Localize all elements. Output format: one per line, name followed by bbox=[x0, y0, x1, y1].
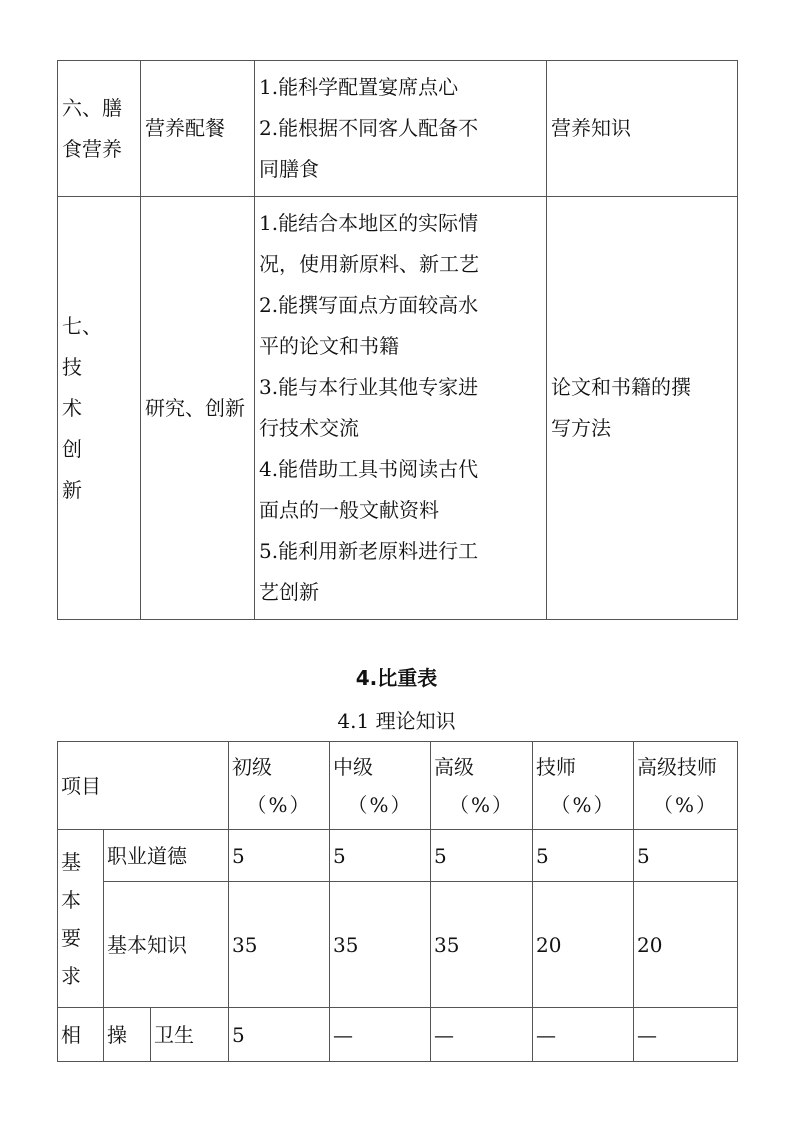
value-cell: — bbox=[533, 1008, 634, 1062]
section-cell: 六、膳 食营养 bbox=[58, 61, 141, 197]
value-cell: 20 bbox=[533, 882, 634, 1008]
value-cell: 35 bbox=[229, 882, 330, 1008]
skills-cell: 1.能结合本地区的实际情 况，使用新原料、新工艺 2.能撰写面点方面较高水 平的论文和书籍 3.能与本行业其他专家进 行技术交流 4.能借助工具书阅读古代 面点的一般文献资料 5.能利用新老原料进行工 艺创新 bbox=[255, 197, 547, 620]
group-label-basic: 基 本 要 求 bbox=[58, 830, 104, 1008]
value-cell: — bbox=[431, 1008, 533, 1062]
value-cell: 5 bbox=[533, 830, 634, 882]
value-cell: 35 bbox=[431, 882, 533, 1008]
value-cell: 5 bbox=[229, 1008, 330, 1062]
table-row bbox=[58, 830, 738, 882]
value-cell: 20 bbox=[634, 882, 738, 1008]
skills-table bbox=[57, 60, 738, 620]
weight-table bbox=[57, 741, 738, 1062]
section-cell: 七、 技 术 创 新 bbox=[58, 197, 141, 620]
value-cell: 5 bbox=[330, 830, 431, 882]
skills-cell: 1.能科学配置宴席点心 2.能根据不同客人配备不 同膳食 bbox=[255, 61, 547, 197]
value-cell: 5 bbox=[634, 830, 738, 882]
row-name: 卫生 bbox=[151, 1008, 229, 1062]
value-cell: 5 bbox=[229, 830, 330, 882]
header-row bbox=[58, 742, 738, 830]
header-level: 技师 （%） bbox=[533, 742, 634, 830]
knowledge-cell: 营养知识 bbox=[547, 61, 738, 197]
header-level: 高级 （%） bbox=[431, 742, 533, 830]
group-label-related: 相 bbox=[58, 1008, 104, 1062]
section-heading: 4.比重表 bbox=[355, 666, 438, 690]
header-level: 初级 （%） bbox=[229, 742, 330, 830]
table-row bbox=[58, 61, 738, 197]
header-level: 高级技师 （%） bbox=[634, 742, 738, 830]
content-cell: 营养配餐 bbox=[141, 61, 255, 197]
value-cell: 35 bbox=[330, 882, 431, 1008]
header-level: 中级 （%） bbox=[330, 742, 431, 830]
value-cell: — bbox=[634, 1008, 738, 1062]
knowledge-cell: 论文和书籍的撰 写方法 bbox=[547, 197, 738, 620]
content-cell: 研究、创新 bbox=[141, 197, 255, 620]
header-item: 项目 bbox=[58, 742, 229, 830]
value-cell: — bbox=[330, 1008, 431, 1062]
table-row bbox=[58, 1008, 738, 1062]
sub-label: 操 bbox=[104, 1008, 151, 1062]
table-row bbox=[58, 197, 738, 620]
row-name: 职业道德 bbox=[104, 830, 229, 882]
value-cell: 5 bbox=[431, 830, 533, 882]
row-name: 基本知识 bbox=[104, 882, 229, 1008]
table-row bbox=[58, 882, 738, 1008]
subsection-heading: 4.1 理论知识 bbox=[337, 709, 456, 733]
